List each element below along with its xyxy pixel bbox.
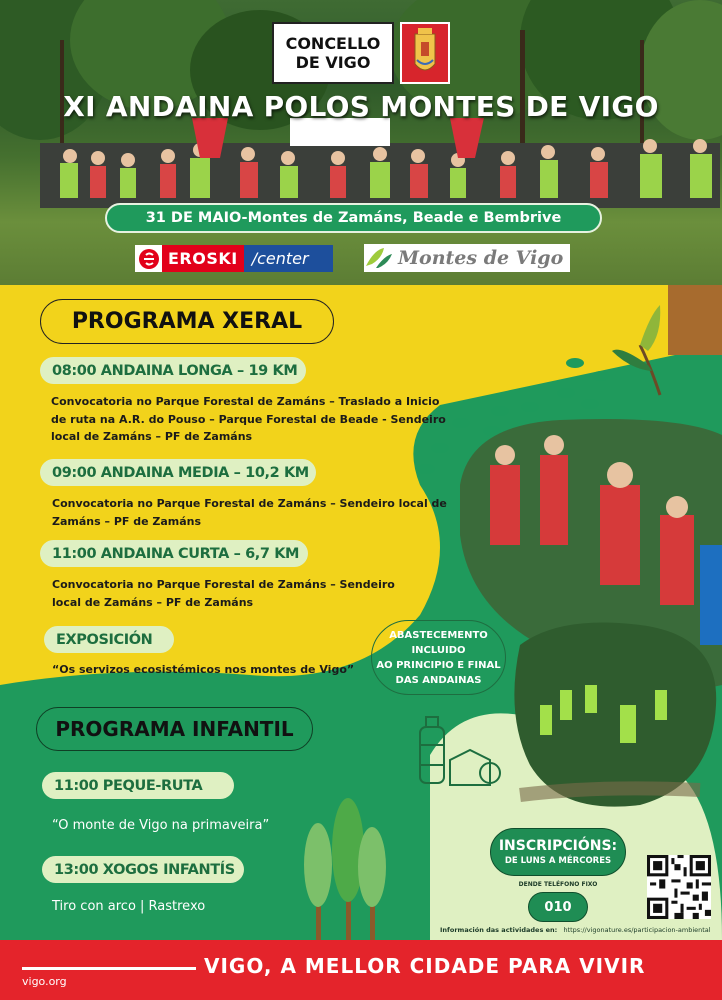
xogos-infantis-time: 13:00 XOGOS INFANTÍS (54, 861, 235, 878)
event-curta-description (52, 576, 452, 611)
footer-slogan: VIGO, A MELLOR CIDADE PARA VIVIR (204, 954, 646, 978)
exposicion-pill (44, 626, 174, 653)
eroski-e-icon (135, 245, 162, 272)
inscripcions-badge (490, 828, 626, 876)
programa-infantil-title: PROGRAMA INFANTIL (55, 717, 294, 741)
xogos-infantis-pill (42, 856, 244, 883)
event-curta-time: 11:00 ANDAINA CURTA – 6,7 KM (52, 545, 300, 562)
programa-xeral-heading (40, 299, 334, 344)
date-location-banner (105, 203, 602, 233)
event-curta-pill (40, 540, 308, 567)
vigo-crest-icon (400, 22, 450, 84)
info-line (440, 926, 720, 934)
event-media-time: 09:00 ANDAINA MEDIA – 10,2 KM (52, 464, 309, 481)
montes-de-vigo-logo (364, 244, 570, 272)
peque-ruta-time: 11:00 PEQUE-RUTA (54, 777, 203, 794)
event-media-line-1: Convocatoria no Parque Forestal de Zamáns – Sendeiro local de (52, 497, 447, 510)
peque-ruta-pill (42, 772, 234, 799)
event-media-line-2: Zamáns – PF de Zamáns (52, 514, 202, 528)
abastecemento-badge (371, 620, 506, 695)
xogos-infantis-description: Tiro con arco | Rastrexo (52, 899, 206, 914)
footer-divider (22, 967, 196, 970)
phone-label: DENDE TELÉFONO FIXO (518, 881, 598, 888)
exposicion-line-1: “Os servizos ecosistémicos nos montes de Vigo” (52, 663, 355, 676)
programa-xeral-title: PROGRAMA XERAL (71, 309, 303, 334)
footer-bar (0, 940, 722, 1000)
event-title: XI ANDAINA POLOS MONTES DE VIGO (63, 90, 659, 123)
eroski-suffix: / center (244, 245, 333, 272)
montes-logo-text: Montes de Vigo (398, 247, 564, 269)
date-location-text: 31 DE MAIO-Montes de Zamáns, Beade e Bembrive (145, 210, 562, 226)
crowd-photo (40, 118, 720, 208)
phone-number: 010 (544, 899, 572, 915)
info-label: Información das actividades en: (440, 926, 558, 934)
event-longa-time: 08:00 ANDAINA LONGA – 19 KM (52, 362, 298, 379)
info-url-link[interactable]: https://vigonature.es/participacion-ambiental (563, 926, 711, 934)
exposicion-description (52, 661, 372, 679)
inscripcions-title: INSCRIPCIÓNS: (498, 838, 618, 854)
eroski-center-logo (135, 245, 333, 272)
event-longa-line-3: local de Zamáns – PF de Zamáns (51, 430, 253, 443)
eroski-name: EROSKI (162, 245, 244, 272)
footer-site-link[interactable]: vigo.org (22, 975, 67, 988)
concello-logo-text: CONCELLO DE VIGO (285, 34, 381, 72)
phone-number-badge (528, 892, 588, 922)
header-photo (0, 0, 722, 285)
event-longa-pill (40, 357, 306, 384)
programa-infantil-heading (36, 707, 313, 751)
eroski-suffix-text: center (257, 249, 309, 268)
qr-code-icon (647, 855, 711, 919)
peque-ruta-description: “O monte de Vigo na primaveira” (52, 818, 270, 833)
event-curta-line-2: local de Zamáns – PF de Zamáns (52, 595, 254, 609)
montes-leaf-icon (364, 246, 394, 270)
event-media-pill (40, 459, 316, 486)
inscripcions-days: DE LUNS A MÉRCORES (504, 856, 612, 866)
abastecemento-text: ABASTECEMENTO INCLUIDO AO PRINCIPIO E FINAL DAS ANDAINAS (376, 629, 501, 686)
concello-de-vigo-logo (272, 22, 394, 84)
event-longa-line-2: de ruta na A.R. do Pouso – Parque Forestal de Beade - Sendeiro (51, 412, 446, 426)
event-longa-line-1: Convocatoria no Parque Forestal de Zamáns – Traslado a Inicio (51, 395, 440, 408)
exposicion-title: EXPOSICIÓN (56, 631, 153, 648)
event-media-description (52, 495, 452, 530)
event-longa-description (51, 393, 451, 446)
event-curta-line-1: Convocatoria no Parque Forestal de Zamáns – Sendeiro (52, 578, 395, 591)
